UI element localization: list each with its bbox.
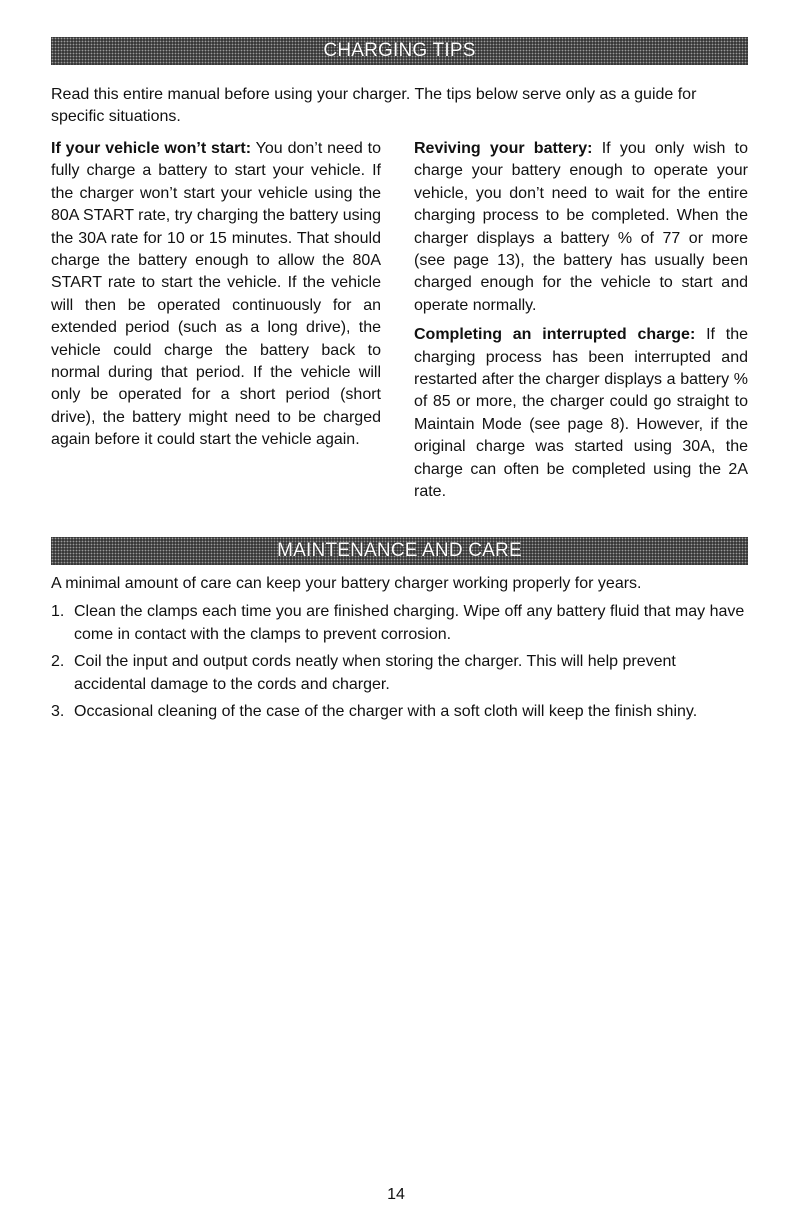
- tip-interrupted-charge: [414, 324, 748, 503]
- list-item: [51, 601, 748, 646]
- list-item-number: 3.: [51, 703, 65, 720]
- charging-tips-heading: CHARGING TIPS: [323, 40, 476, 61]
- charging-tips-right-column: [414, 138, 748, 511]
- charging-tips-intro: Read this entire manual before using your charger. The tips below serve only as a guide for specific situations.: [51, 86, 697, 125]
- charging-tips-banner: [51, 37, 748, 65]
- list-item-number: 2.: [51, 653, 65, 670]
- tip-body: If you only wish to charge your battery enough to operate your vehicle, you don’t need to wait for the entire charging process to be completed. When the charger displays a battery % of 77 or more (see page 13), the battery has usually been charged enough for the vehicle to start and operate normally.: [414, 140, 748, 314]
- page-number: 14: [387, 1186, 405, 1203]
- list-item: [51, 701, 748, 724]
- list-item-text: Occasional cleaning of the case of the charger with a soft cloth will keep the finish shiny.: [74, 703, 698, 720]
- maintenance-banner: [51, 537, 748, 565]
- maintenance-intro: A minimal amount of care can keep your battery charger working properly for years.: [51, 575, 642, 592]
- tip-lead: Completing an interrupted charge:: [414, 326, 696, 344]
- tip-reviving-battery: [414, 138, 748, 317]
- charging-tips-left-column: [51, 138, 381, 459]
- tip-lead: Reviving your battery:: [414, 140, 593, 157]
- maintenance-heading: MAINTENANCE AND CARE: [277, 540, 522, 561]
- list-item-text: Clean the clamps each time you are finished charging. Wipe off any battery fluid that may have come in contact with the clamps to prevent corrosion.: [74, 603, 745, 643]
- tip-body: If the charging process has been interrupted and restarted after the charger displays a battery % of 85 or more, the charger could go straight to Maintain Mode (see page 8). However, if the original charge was started using 30A, the charge can often be completed using the 2A rate.: [414, 326, 748, 501]
- tip-lead: If your vehicle won’t start:: [51, 140, 252, 157]
- list-item-number: 1.: [51, 603, 65, 620]
- tip-body: You don’t need to fully charge a battery to start your vehicle. If the charger won’t start your vehicle using the 80A START rate, try charging the battery using the 30A rate for 10 or 15 minutes. That should charge the battery enough to allow the 80A START rate to start the vehicle. If the vehicle will then be operated continuously for an extended period (such as a long drive), the vehicle could charge the battery back to normal during that period. If the vehicle will only be operated for a short period (short drive), the battery might need to be charged again before it could start the vehicle again.: [51, 140, 381, 449]
- maintenance-list: [51, 601, 748, 729]
- list-item-text: Coil the input and output cords neatly when storing the charger. This will help prevent accidental damage to the cords and charger.: [74, 653, 676, 693]
- tip-vehicle-wont-start: [51, 138, 381, 452]
- list-item: [51, 651, 748, 696]
